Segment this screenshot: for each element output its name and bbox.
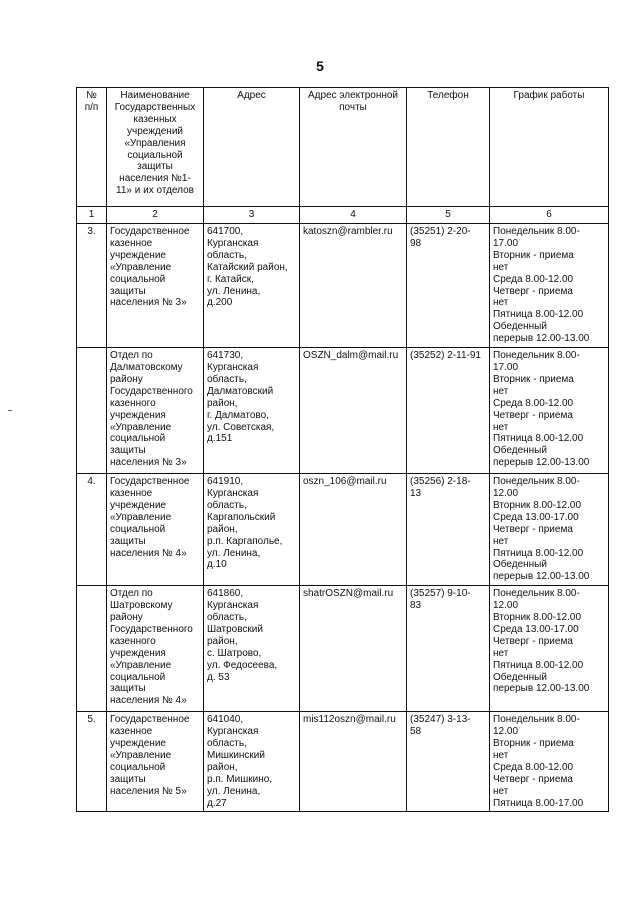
institutions-table <box>76 87 609 812</box>
institution-phone: (35257) 9-10- 83 <box>407 586 490 712</box>
institution-name: Государственное казенное учреждение «Управление социальной защиты населения № 5» <box>107 712 204 812</box>
column-number: 3 <box>204 207 300 224</box>
institution-address: 641860, Курганская область, Шатровский район, с. Шатрово, ул. Федосеева, д. 53 <box>204 586 300 712</box>
header-email: Адрес электронной почты <box>300 88 407 207</box>
header-phone: Телефон <box>407 88 490 207</box>
table-row <box>77 224 609 348</box>
margin-mark <box>8 410 12 411</box>
table-header-row <box>77 88 609 207</box>
institution-schedule: Понедельник 8.00- 12.00 Вторник - приема нет Среда 8.00-12.00 Четверг - приема нет Пятница 8.00-17.00 <box>490 712 609 812</box>
column-number: 2 <box>107 207 204 224</box>
institution-phone: (35247) 3-13- 58 <box>407 712 490 812</box>
row-number: 5. <box>77 712 107 812</box>
header-institution-name: Наименование Государственных казенных учреждений «Управления социальной защиты населения №1- 11» и их отделов <box>107 88 204 207</box>
institution-name: Государственное казенное учреждение «Управление социальной защиты населения № 3» <box>107 224 204 348</box>
column-numbers-row <box>77 207 609 224</box>
column-number: 6 <box>490 207 609 224</box>
institution-address: 641700, Курганская область, Катайский район, г. Катайск, ул. Ленина, д.200 <box>204 224 300 348</box>
page-number: 5 <box>316 58 324 74</box>
table-row <box>77 348 609 474</box>
institution-address: 641730, Курганская область, Далматовский район, г. Далматово, ул. Советская, д.151 <box>204 348 300 474</box>
institution-email: shatrOSZN@mail.ru <box>300 586 407 712</box>
institution-address: 641910, Курганская область, Каргапольский район, р.п. Каргаполье, ул. Ленина, д.10 <box>204 474 300 586</box>
column-number: 5 <box>407 207 490 224</box>
row-number <box>77 348 107 474</box>
column-number: 4 <box>300 207 407 224</box>
institution-phone: (35251) 2-20- 98 <box>407 224 490 348</box>
institution-email: oszn_106@mail.ru <box>300 474 407 586</box>
institution-schedule: Понедельник 8.00- 17.00 Вторник - приема нет Среда 8.00-12.00 Четверг - приема нет Пятница 8.00-12.00 Обеденный перерыв 12.00-13.00 <box>490 348 609 474</box>
institution-schedule: Понедельник 8.00- 12.00 Вторник 8.00-12.00 Среда 13.00-17.00 Четверг - приема нет Пятница 8.00-12.00 Обеденный перерыв 12.00-13.00 <box>490 586 609 712</box>
institution-schedule: Понедельник 8.00- 17.00 Вторник - приема нет Среда 8.00-12.00 Четверг - приема нет Пятница 8.00-12.00 Обеденный перерыв 12.00-13.00 <box>490 224 609 348</box>
institution-schedule: Понедельник 8.00- 12.00 Вторник 8.00-12.00 Среда 13.00-17.00 Четверг - приема нет Пятница 8.00-12.00 Обеденный перерыв 12.00-13.00 <box>490 474 609 586</box>
institution-name: Отдел по Шатровскому району Государственного казенного учреждения «Управление социальной защиты населения № 4» <box>107 586 204 712</box>
institution-name: Отдел по Далматовскому району Государственного казенного учреждения «Управление социальной защиты населения № 3» <box>107 348 204 474</box>
institution-email: mis112oszn@mail.ru <box>300 712 407 812</box>
header-row-number: № п/п <box>77 88 107 207</box>
table-row <box>77 474 609 586</box>
column-number: 1 <box>77 207 107 224</box>
institution-email: OSZN_dalm@mail.ru <box>300 348 407 474</box>
header-schedule: График работы <box>490 88 609 207</box>
table-row <box>77 712 609 812</box>
table-row <box>77 586 609 712</box>
row-number: 4. <box>77 474 107 586</box>
row-number <box>77 586 107 712</box>
institution-email: katoszn@rambler.ru <box>300 224 407 348</box>
institution-name: Государственное казенное учреждение «Управление социальной защиты населения № 4» <box>107 474 204 586</box>
institution-address: 641040, Курганская область, Мишкинский район, р.п. Мишкино, ул. Ленина, д.27 <box>204 712 300 812</box>
header-address: Адрес <box>204 88 300 207</box>
row-number: 3. <box>77 224 107 348</box>
institution-phone: (35256) 2-18- 13 <box>407 474 490 586</box>
institution-phone: (35252) 2-11-91 <box>407 348 490 474</box>
